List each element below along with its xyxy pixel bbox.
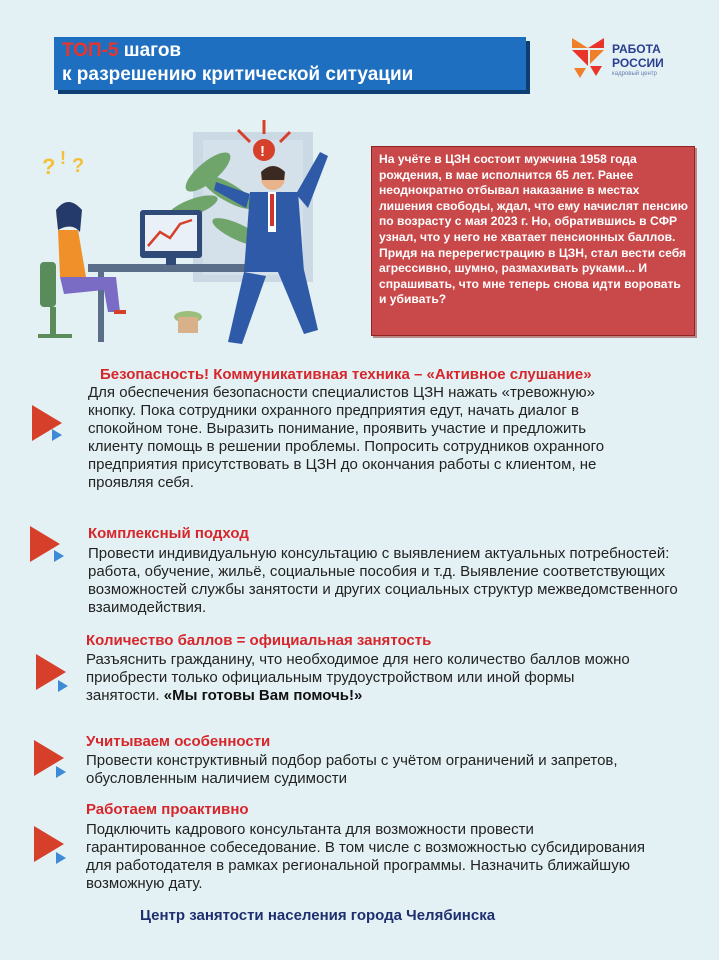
step5-text: Подключить кадрового консультанта для возможности провести гарантированное собеседование. В том числе с возможностью субсидирования для работодателя в рамках региональной программы. Назначить ближайшую возможную дату.	[86, 821, 645, 892]
step3-text	[86, 651, 636, 705]
svg-text:?: ?	[42, 154, 56, 179]
svg-text:!: !	[60, 148, 66, 168]
svg-text:!: !	[260, 143, 265, 160]
page-title-line2: к разрешению критической ситуации	[62, 64, 414, 85]
step2-heading: Комплексный подход	[88, 525, 249, 542]
rabota-rossii-logo-icon	[568, 36, 608, 80]
logo-line2: РОССИИ	[612, 56, 664, 70]
rabota-rossii-logo	[568, 36, 678, 80]
footer-organization: Центр занятости населения города Челябинска	[140, 907, 496, 924]
step1-text: Для обеспечения безопасности специалистов ЦЗН нажать «тревожную» кнопку. Пока сотрудники охранного предприятия едут, начать диалог в спокойном тоне. Выразить понимание, проявить участие и предложить клиенту помощь в решении проблемы. Попросить сотрудников охранного предприятия присутствовать в ЦЗН до окончания работы с клиентом, не проявляя себя.	[88, 384, 605, 491]
step4-heading: Учитываем особенности	[86, 733, 271, 750]
step5-heading: Работаем проактивно	[86, 801, 249, 818]
step5-arrow-icon	[32, 826, 72, 866]
angry-client-office-illustration-icon	[28, 112, 358, 357]
title-rest: шагов	[118, 40, 182, 61]
step3-text-bold: «Мы готовы Вам помочь!»	[163, 687, 363, 704]
step4-arrow-icon	[32, 740, 72, 780]
step2-arrow-icon	[24, 524, 64, 564]
logo-subtitle: кадровый центр	[612, 71, 657, 77]
step1-arrow-icon	[24, 403, 64, 443]
step1-heading: Безопасность! Коммуникативная техника – «Активное слушание»	[100, 366, 592, 383]
svg-text:?: ?	[72, 155, 85, 177]
step3-heading: Количество баллов = официальная занятость	[86, 632, 432, 649]
step3-arrow-icon	[34, 652, 74, 692]
step4-text: Провести конструктивный подбор работы с учётом ограничений и запретов, обусловленным наличием судимости	[86, 752, 618, 787]
logo-line1: РАБОТА	[612, 42, 661, 56]
step2-text: Провести индивидуальную консультацию с выявлением актуальных потребностей: работа, обучение, жильё, социальные пособия и т.д. Выявление соответствующих возможностей службы занятости и других социальных структур межведомственного взаимодействия.	[88, 545, 678, 616]
case-description-box	[371, 146, 695, 336]
title-accent: ТОП-5	[62, 40, 119, 61]
step3-text-regular: Разъяснить гражданину, что необходимое для него количество баллов можно приобрести только официальным трудоустройством или иной формы занятости.	[86, 651, 630, 704]
title-banner	[54, 37, 526, 90]
case-description-text: На учёте в ЦЗН состоит мужчина 1958 года рождения, в мае исполнится 65 лет. Ранее неоднократно отбывал наказание в местах лишения свободы, ждал, что ему начислят пенсию по возрасту с мая 2023 г. Но, обратившись в СФР узнал, что у него не хватает пенсионных баллов. Придя на перерегистрацию в ЦЗН, стал вести себя агрессивно, шумно, размахивать руками... И спрашивать, что мне теперь снова идти воровать и убивать?	[379, 152, 688, 307]
page-title-line1	[62, 40, 181, 62]
